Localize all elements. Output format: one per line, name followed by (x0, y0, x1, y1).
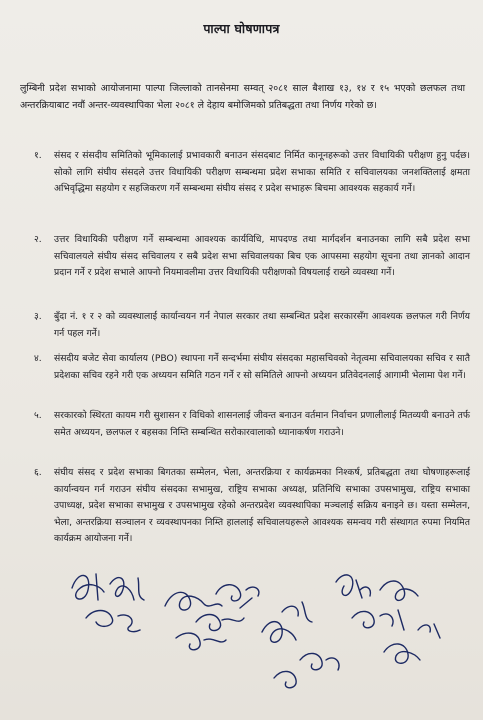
signature-4 (165, 592, 222, 610)
intro-paragraph: लुम्बिनी प्रदेश सभाको आयोजनामा पाल्पा जिल्लाको तानसेनमा सम्वत् २०८१ साल बैशाख १३, १४ र १५ भएको छलफल तथा अन्तरक्रियाबाट नवौं अन्तर-व्यवस्थापिका भेला २०८१ ले देहाय बमोजिमको प्रतिबद्धता तथा निर्णय गरेको छ। (20, 83, 465, 111)
list-item (34, 148, 470, 198)
signature-7 (176, 633, 226, 650)
item-number: ३. (34, 311, 42, 322)
item-number: ५. (34, 410, 42, 421)
item-number: ४. (34, 353, 42, 364)
signature-14 (352, 610, 404, 630)
item-text: बुँदा नं. १ र २ को व्यवस्थालाई कार्यान्वयन गर्न नेपाल सरकार तथा सम्बन्धित प्रदेश सरकारसँग आवश्यक छलफल गरी निर्णय गर्न पहल गर्ने। (54, 311, 470, 339)
document-title: पाल्पा घोषणापत्र (203, 21, 280, 36)
signatures-area (0, 560, 483, 720)
signature-12 (336, 575, 370, 598)
signature-3 (86, 611, 140, 632)
signature-13 (380, 581, 418, 600)
signature-11 (274, 671, 296, 687)
signature-2 (110, 578, 144, 600)
item-text: संसद र संसदीय समितिको भूमिकालाई प्रभावकारी बनाउन संसदबाट निर्मित कानूनहरूको उत्तर विधायिकी परीक्षण हुनु पर्दछ। सोको लागि संघीय संसदले उत्तर विधायिकी परीक्षण सम्बन्धमा प्रदेश सभाका समिति र सचिवालयका जनशक्तिलाई क्षमता अभिवृद्धिमा सहयोग र सहजिकरण गर्ने सम्बन्धमा संघीय संसद र प्रदेश सभाहरू बिचमा आवश्यक सहकार्य गर्ने। (54, 150, 470, 195)
list-item (34, 465, 470, 548)
item-text: संघीय संसद र प्रदेश सभाका बिगतका सम्मेलन, भेला, अन्तरक्रिया र कार्यक्रमका निश्कर्ष, प्रतिबद्धता तथा घोषणाहरूलाई कार्यान्वयन गर्न गराउन संघीय संसदका सभामुख, राष्ट्रिय सभाका अध्यक्ष, प्रतिनिधि सभाका उपसभामुख, राष्ट्रिय सभाका उपाध्यक्ष, प्रदेश सभाका सभामुख र उपसभामुख रहेको अन्तरप्रदेश व्यवस्थापिका मञ्चलाई सक्रिय बनाइने छ। यस्ता सम्मेलन, भेला, अन्तरक्रिया सञ्चालन र व्यवस्थापनका निम्ति हाललाई सचिवालयहरूले आवश्यक समन्वय गरी संस्थागत रुपमा नियमित कार्यक्रम आयोजना गर्ने। (54, 467, 470, 545)
item-text: उत्तर विधायिकी परीक्षण गर्ने सम्बन्धमा आवश्यक कार्यविधि, मापदण्ड तथा मार्गदर्शन बनाउनका लागि सबै प्रदेश सभा सचिवालयले संघीय संसद सचिवालय र सबै प्रदेश सभा सचिवालयका बिच एक आपसमा सहयोग सूचना तथा ज्ञानको आदान प्रदान गर्ने र प्रदेश सभाले आफ्नो नियमावलीमा उत्तर विधायिकी परीक्षणको विषयलाई राख्ने व्यवस्था गर्ने। (54, 234, 470, 279)
list-item (34, 232, 470, 282)
item-number: १. (34, 150, 42, 161)
list-item (34, 408, 470, 441)
item-number: ६. (34, 467, 42, 478)
signature-5 (196, 598, 252, 631)
signature-1 (72, 574, 104, 600)
signature-16 (418, 624, 440, 638)
signature-15 (384, 644, 420, 663)
signature-10 (300, 653, 339, 670)
list-item (34, 309, 470, 342)
signature-8 (262, 622, 296, 643)
signatures-graphic (0, 560, 483, 720)
item-text: सरकारको स्थिरता कायम गरी सुशासन र विधिको शासनलाई जीवन्त बनाउन वर्तमान निर्वाचन प्रणालीलाई मितव्ययी बनाउने तर्फ समेत अध्ययन, छलफल र बहसका निम्ति सम्बन्धित सरोकारवालाको ध्यानाकर्षण गराउने। (54, 410, 470, 438)
signature-9 (282, 602, 312, 622)
item-number: २. (34, 234, 42, 245)
list-item (34, 351, 470, 384)
item-text: संसदीय बजेट सेवा कार्यालय (PBO) स्थापना गर्ने सन्दर्भमा संघीय संसदका महासचिवको नेतृत्वमा सचिवालयका सचिव र सातै प्रदेशका सचिव रहने गरी एक अध्ययन समिति गठन गर्ने र सो समितिले आफ्नो अध्ययन प्रतिवेदनलाई आगामी भेलामा पेश गर्ने। (54, 353, 470, 381)
